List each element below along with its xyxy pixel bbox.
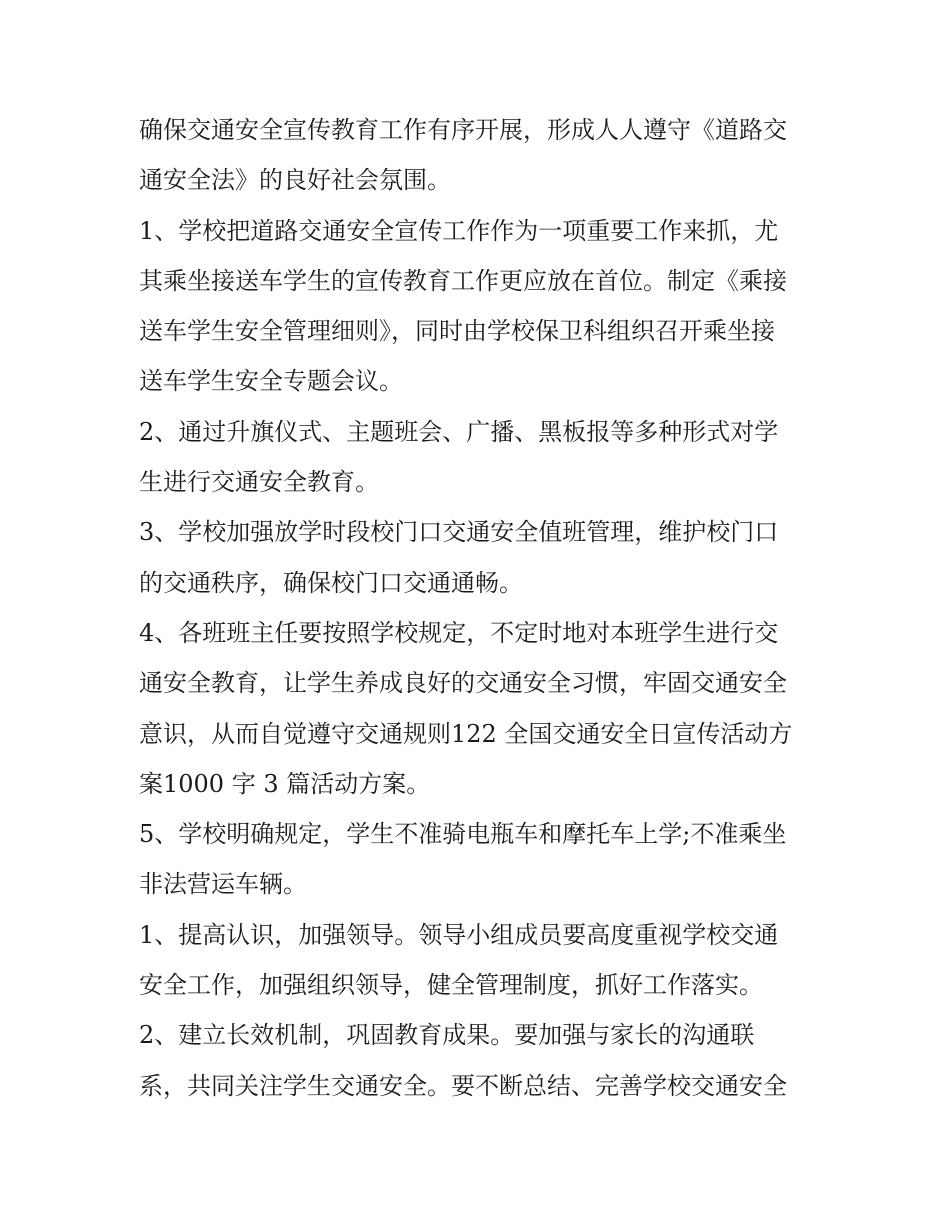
document-body xyxy=(139,105,819,1111)
text-line: 1、学校把道路交通安全宣传工作作为一项重要工作来抓，尤 xyxy=(139,216,779,245)
text-line: 2、建立长效机制，巩固教育成果。要加强与家长的沟通联 xyxy=(139,1021,755,1050)
text-line: 4、各班班主任要按照学校规定，不定时地对本班学生进行交 xyxy=(139,618,779,647)
text-line: 意识，从而自觉遵守交通规则122 全国交通安全日宣传活动方 xyxy=(139,719,793,748)
text-line: 确保交通安全宣传教育工作有序开展，形成人人遵守《道路交 xyxy=(139,116,787,144)
text-line: 5、学校明确规定，学生不准骑电瓶车和摩托车上学;不准乘坐 xyxy=(139,820,787,849)
text-line: 案1000 字 3 篇活动方案。 xyxy=(139,769,431,798)
text-line: 通安全教育，让学生养成良好的交通安全习惯，牢固交通安全 xyxy=(139,669,787,698)
text-line: 2、通过升旗仪式、主题班会、广播、黑板报等多种形式对学 xyxy=(139,417,779,446)
text-line: 3、学校加强放学时段校门口交通安全值班管理，维护校门口 xyxy=(139,518,779,547)
text-line: 安全工作，加强组织领导，健全管理制度，抓好工作落实。 xyxy=(139,971,763,1000)
text-line: 其乘坐接送车学生的宣传教育工作更应放在首位。制定《乘接 xyxy=(139,266,787,295)
text-line: 生进行交通安全教育。 xyxy=(139,468,379,497)
text-line: 系，共同关注学生交通安全。要不断总结、完善学校交通安全 xyxy=(139,1071,787,1100)
text-line: 送车学生安全管理细则》，同时由学校保卫科组织召开乘坐接 xyxy=(139,317,775,346)
text-line: 非法营运车辆。 xyxy=(139,870,307,899)
text-line: 通安全法》的良好社会氛围。 xyxy=(139,166,451,195)
text-line: 1、提高认识，加强领导。领导小组成员要高度重视学校交通 xyxy=(139,920,779,949)
text-line: 送车学生安全专题会议。 xyxy=(139,367,403,396)
text-line: 的交通秩序，确保校门口交通通畅。 xyxy=(139,568,523,597)
